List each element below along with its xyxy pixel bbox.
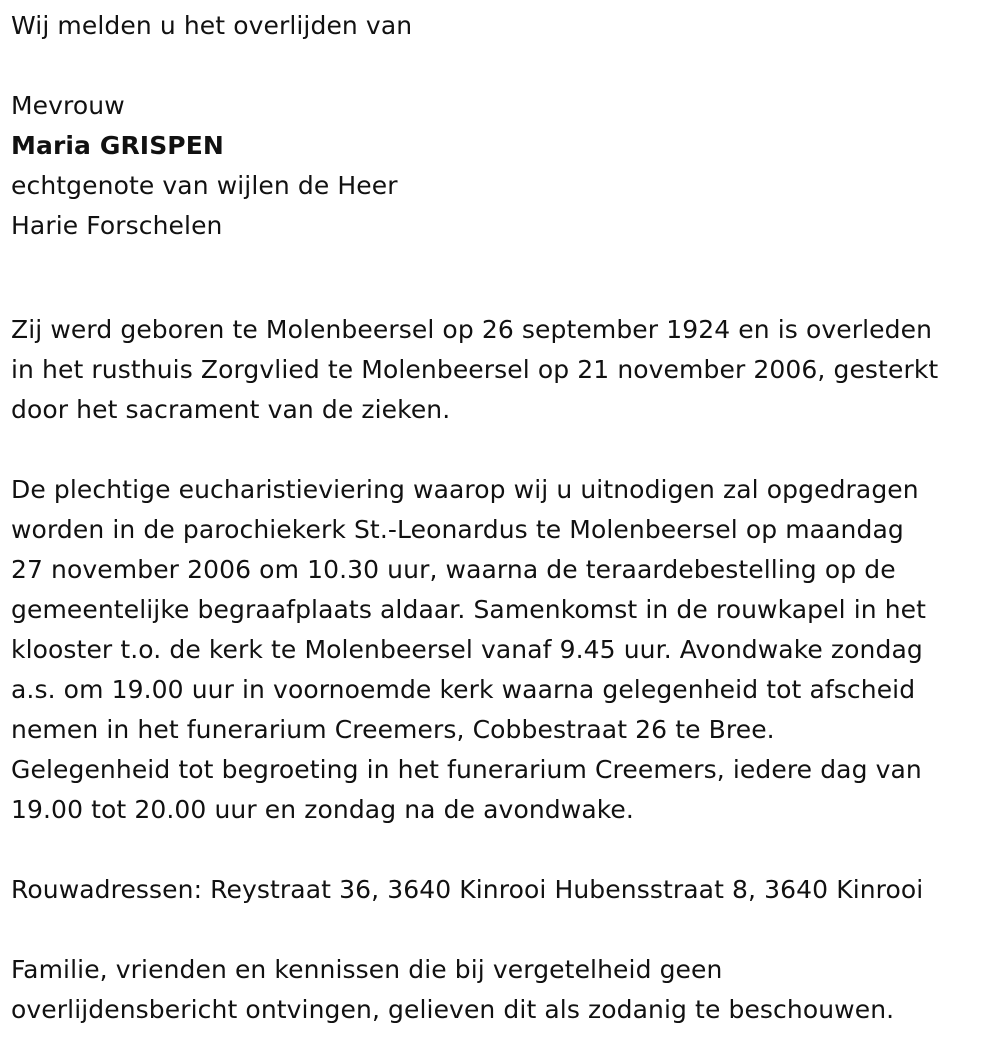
paragraph-line: Gelegenheid tot begroeting in het funerarium Creemers, iedere dag van <box>11 755 922 784</box>
closing-paragraph <box>11 950 894 1030</box>
salutation: Mevrouw <box>11 91 125 120</box>
opening-line: Wij melden u het overlijden van <box>11 11 413 40</box>
paragraph-line: a.s. om 19.00 uur in voornoemde kerk waarna gelegenheid tot afscheid <box>11 675 916 704</box>
paragraph-line: door het sacrament van de zieken. <box>11 395 451 424</box>
paragraph-line: gemeentelijke begraafplaats aldaar. Samenkomst in de rouwkapel in het <box>11 595 927 624</box>
paragraph-line: De plechtige eucharistieviering waarop wij u uitnodigen zal opgedragen <box>11 475 919 504</box>
paragraph-line: Zij werd geboren te Molenbeersel op 26 september 1924 en is overleden <box>11 315 933 344</box>
spouse-name: Harie Forschelen <box>11 211 223 240</box>
paragraph-line: overlijdensbericht ontvingen, gelieven dit als zodanig te beschouwen. <box>11 995 895 1024</box>
birth-death-paragraph <box>11 310 938 430</box>
paragraph-line: klooster t.o. de kerk te Molenbeersel vanaf 9.45 uur. Avondwake zondag <box>11 635 923 664</box>
ceremony-paragraph <box>11 470 926 830</box>
deceased-name: Maria GRISPEN <box>11 131 224 160</box>
relation-text: echtgenote van wijlen de Heer <box>11 171 398 200</box>
paragraph-line: Familie, vrienden en kennissen die bij vergetelheid geen <box>11 955 723 984</box>
paragraph-line: nemen in het funerarium Creemers, Cobbestraat 26 te Bree. <box>11 715 775 744</box>
paragraph-line: 27 november 2006 om 10.30 uur, waarna de teraardebestelling op de <box>11 555 896 584</box>
paragraph-line: 19.00 tot 20.00 uur en zondag na de avondwake. <box>11 795 634 824</box>
paragraph-line: in het rusthuis Zorgvlied te Molenbeersel op 21 november 2006, gesterkt <box>11 355 939 384</box>
deceased-block <box>11 86 398 246</box>
paragraph-line: worden in de parochiekerk St.-Leonardus te Molenbeersel op maandag <box>11 515 904 544</box>
mourning-addresses: Rouwadressen: Reystraat 36, 3640 Kinrooi Hubensstraat 8, 3640 Kinrooi <box>11 875 924 904</box>
